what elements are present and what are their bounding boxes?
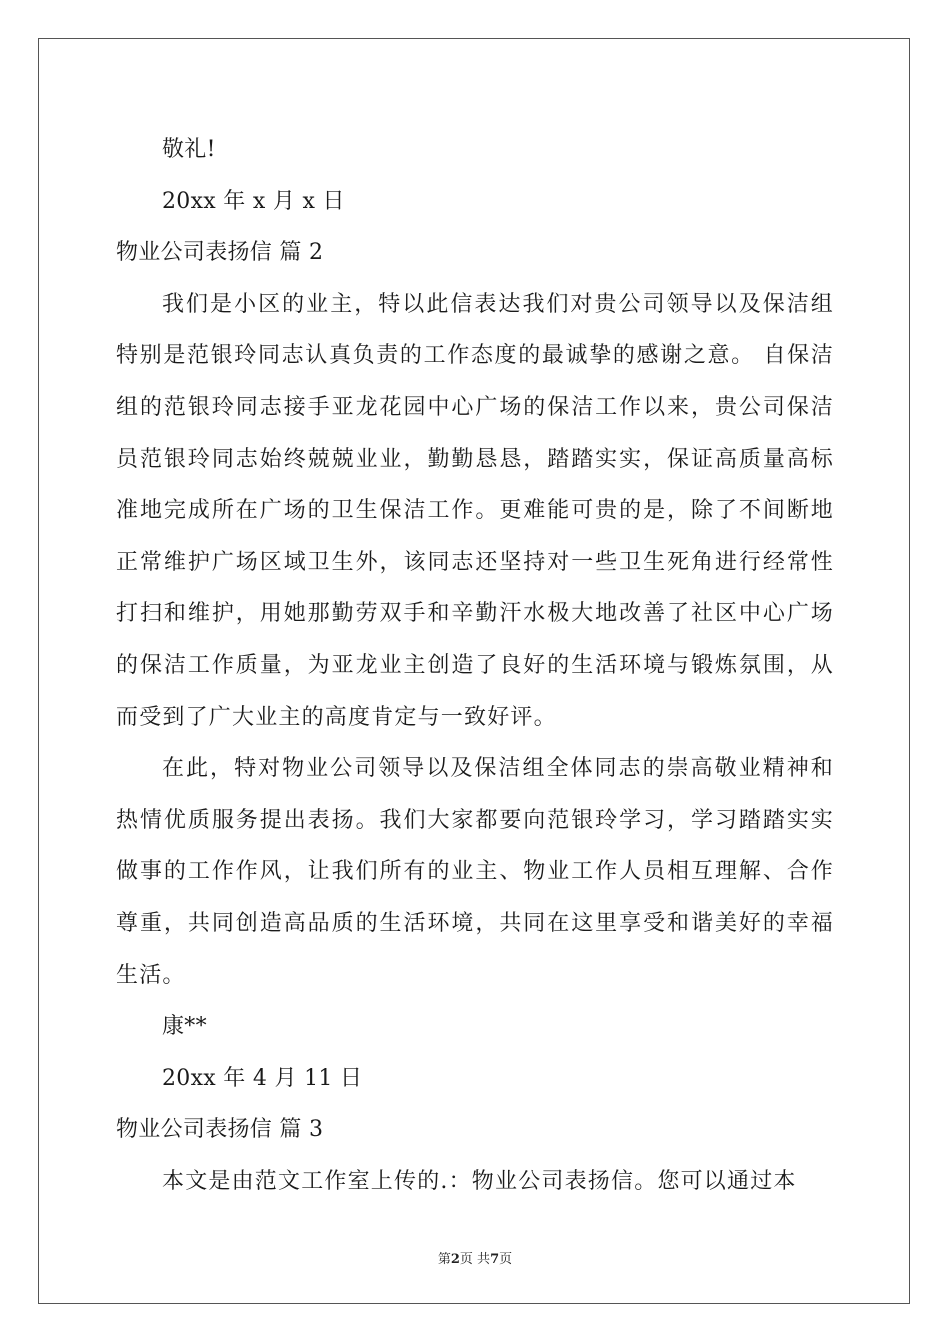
signature-date: 20xx 年 4 月 11 日 bbox=[162, 1065, 363, 1091]
footer-prefix: 第 bbox=[437, 1252, 451, 1267]
section-heading-3: 物业公司表扬信 篇 3 bbox=[116, 1117, 324, 1143]
body-paragraph-1: 我们是小区的业主，特以此信表达我们对贵公司领导以及保洁组特别是范银玲同志认真负责的工作态度的最诚挚的感谢之意。 自保洁组的范银玲同志接手亚龙花园中心广场的保洁工作以来，贵公司保洁员范银玲同志始终兢兢业业，勤勤恳恳，踏踏实实，保证高质量高标准地完成所在广场的卫生保洁工作。更难能可贵的是，除了不间断地正常维护广场区域卫生外，该同志还坚持对一些卫生死角进行经常性打扫和维护，用她那勤劳双手和辛勤汗水极大地改善了社区中心广场的保洁工作质量，为亚龙业主创造了良好的生活环境与锻炼氛围，从而受到了广大业主的高度肯定与一致好评。 bbox=[116, 291, 834, 730]
page-footer bbox=[0, 1248, 950, 1267]
footer-mid: 页 共 bbox=[459, 1252, 491, 1267]
document-body bbox=[116, 124, 834, 1207]
closing-salutation: 敬礼! bbox=[162, 137, 216, 162]
footer-total-pages: 7 bbox=[490, 1252, 500, 1267]
section-heading-2: 物业公司表扬信 篇 2 bbox=[116, 240, 324, 266]
body-paragraph-2: 在此，特对物业公司领导以及保洁组全体同志的崇高敬业精神和热情优质服务提出表扬。我们大家都要向范银玲学习，学习踏踏实实做事的工作作风，让我们所有的业主、物业工作人员相互理解、合作尊重，共同创造高品质的生活环境，共同在这里享受和谐美好的幸福生活。 bbox=[116, 756, 834, 988]
body-paragraph-3: 本文是由范文工作室上传的.：物业公司表扬信。您可以通过本 bbox=[162, 1168, 797, 1194]
signature: 康** bbox=[162, 1014, 207, 1040]
footer-suffix: 页 bbox=[499, 1252, 513, 1267]
footer-current-page: 2 bbox=[450, 1252, 460, 1267]
letter-date: 20xx 年 x 月 x 日 bbox=[162, 188, 345, 214]
